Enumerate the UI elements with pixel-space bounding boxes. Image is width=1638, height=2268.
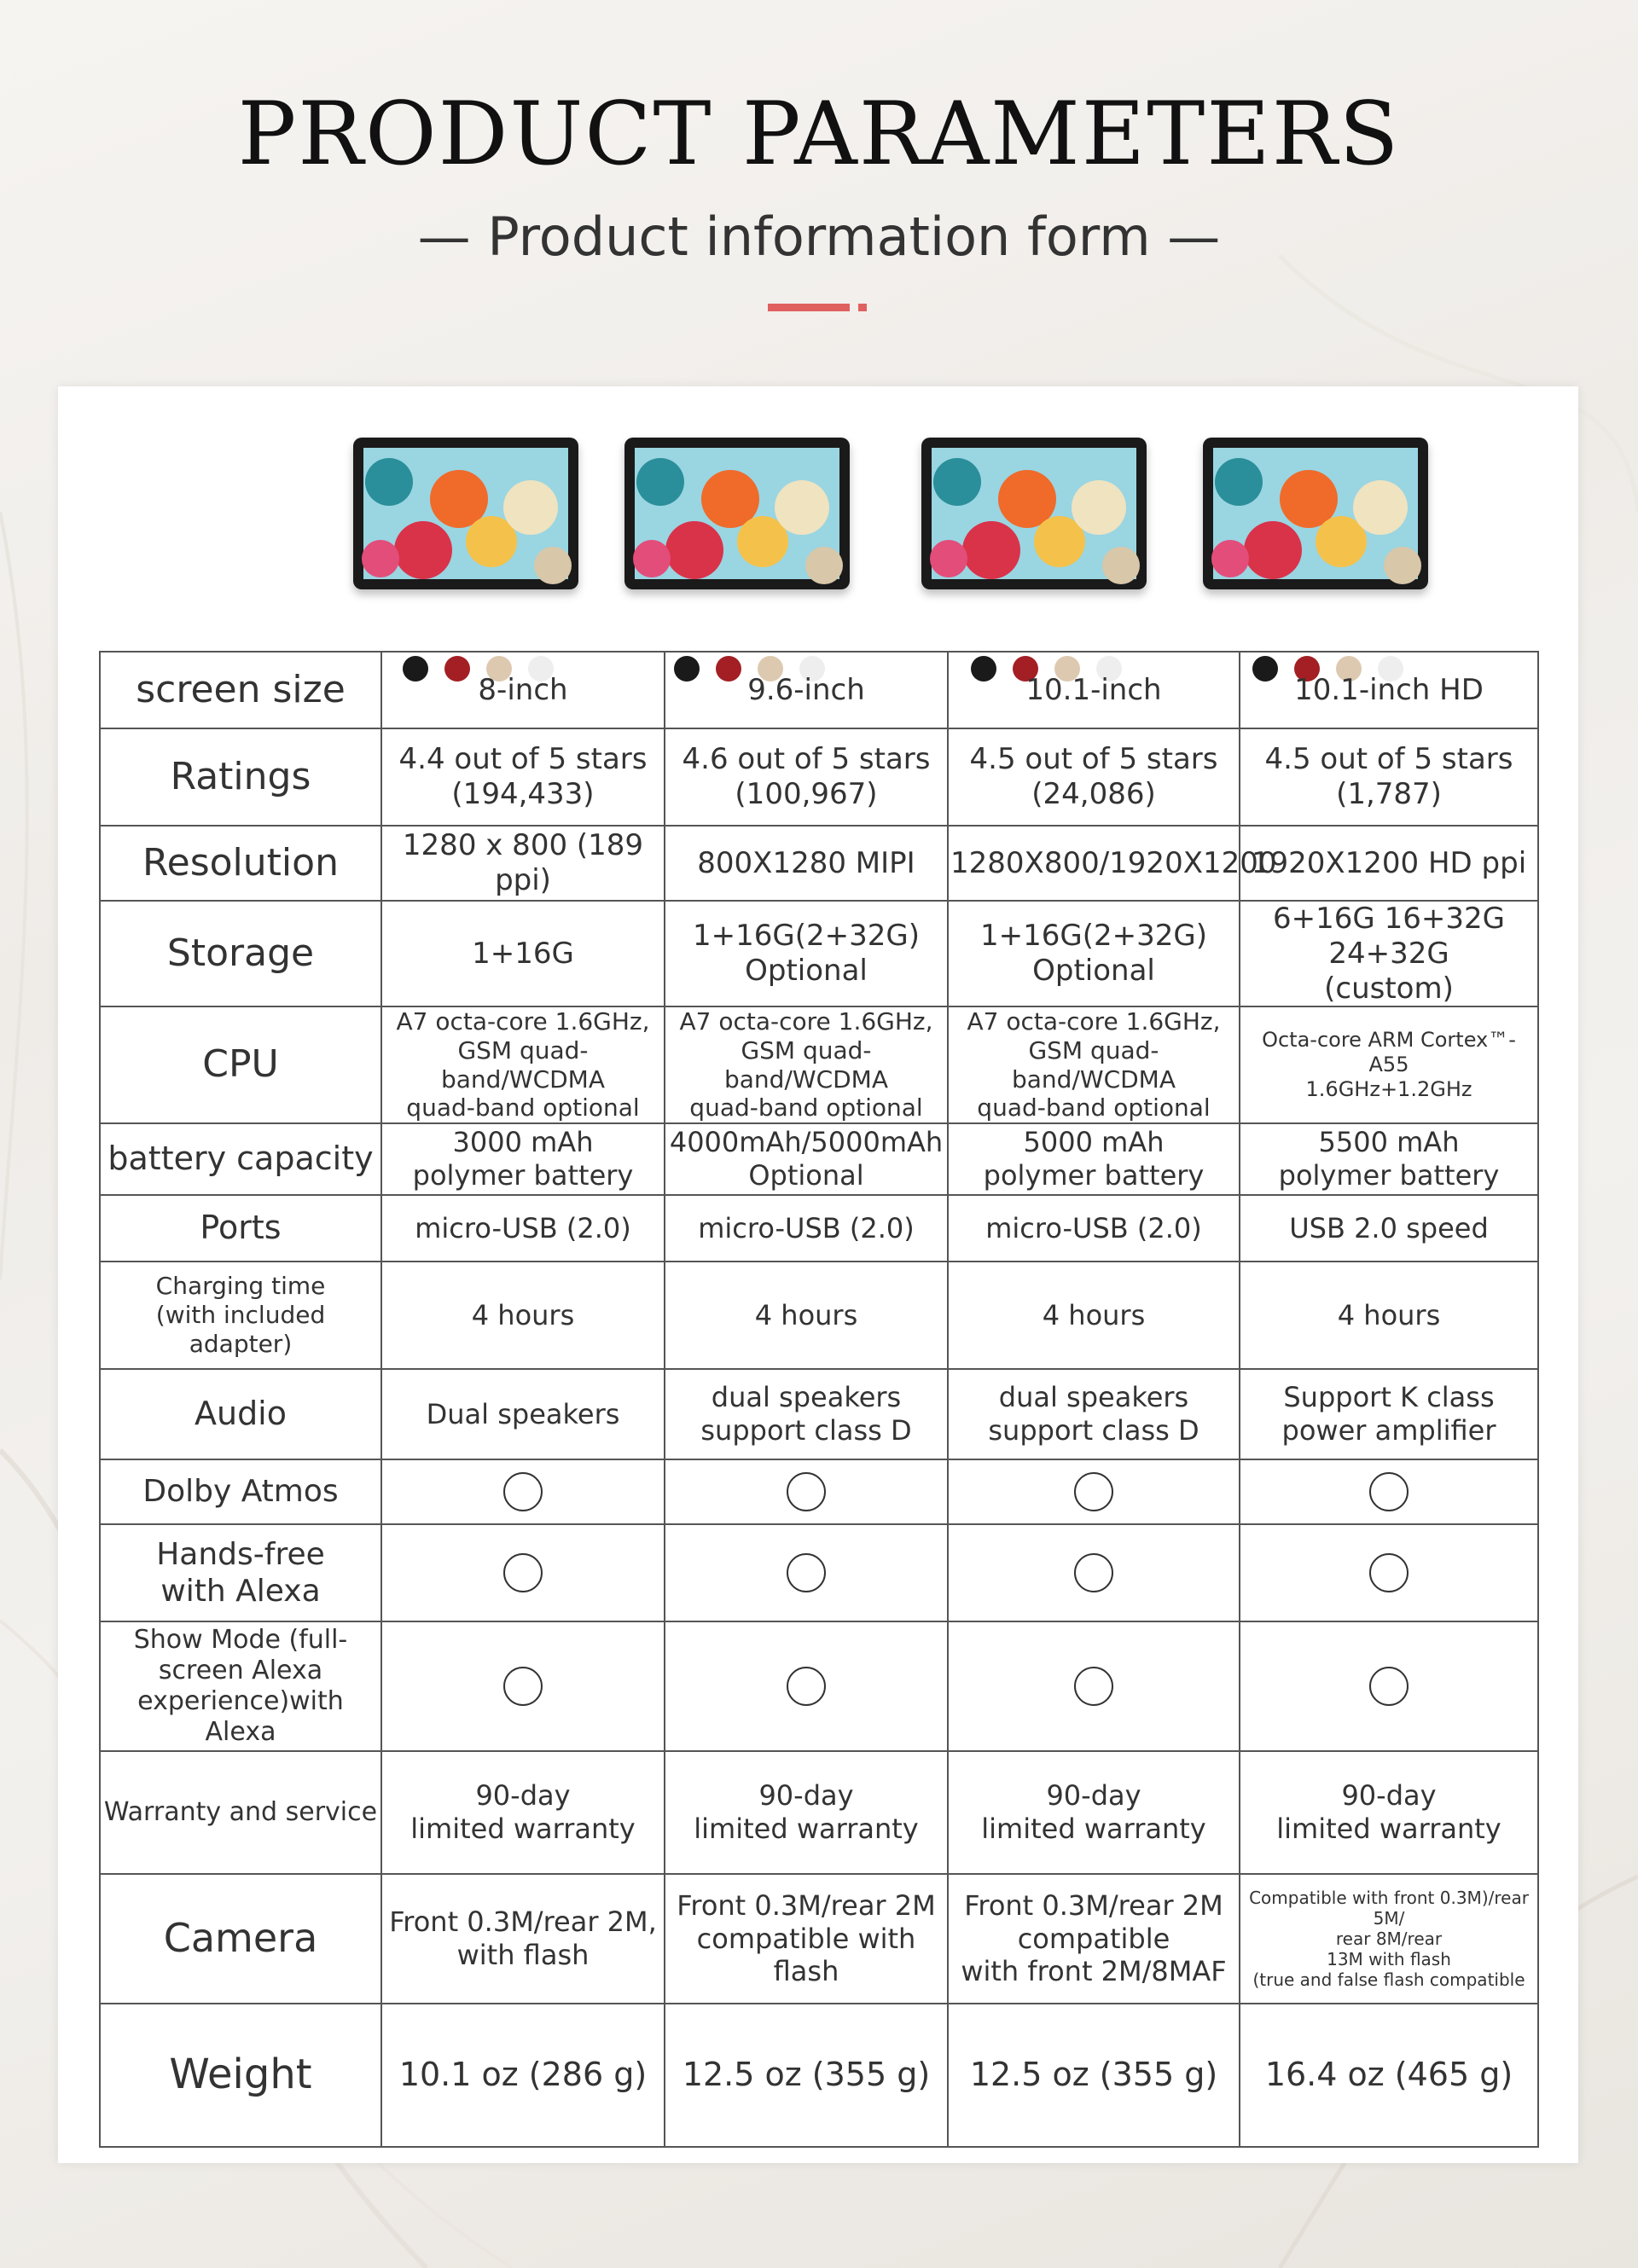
- table-cell: 90-day limited warranty: [948, 1751, 1240, 1874]
- table-cell: Front 0.3M/rear 2M compatible with front 2M/8MAF: [948, 1874, 1240, 2004]
- table-row: [100, 652, 1538, 728]
- table-cell: 1+16G(2+32G) Optional: [665, 901, 948, 1006]
- table-row: [100, 1621, 1538, 1751]
- table-cell: 9.6-inch: [665, 652, 948, 728]
- row-label: battery capacity: [100, 1123, 381, 1195]
- row-label: Dolby Atmos: [100, 1459, 381, 1524]
- feature-circle-icon: [787, 1553, 826, 1592]
- table-row: [100, 1751, 1538, 1874]
- table-cell: Dual speakers: [381, 1369, 665, 1459]
- table-row: [100, 1369, 1538, 1459]
- table-cell: 1280X800/1920X1200: [948, 826, 1240, 901]
- page-title: PRODUCT PARAMETERS: [237, 84, 1401, 185]
- feature-circle-icon: [1074, 1667, 1113, 1706]
- table-row: [100, 1123, 1538, 1195]
- table-cell: 10.1-inch: [948, 652, 1240, 728]
- table-row: [100, 1874, 1538, 2004]
- table-cell: A7 octa-core 1.6GHz, GSM quad-band/WCDMA quad-band optional: [381, 1006, 665, 1122]
- table-cell: 5500 mAh polymer battery: [1240, 1123, 1538, 1195]
- table-cell: 10.1 oz (286 g): [381, 2004, 665, 2147]
- row-label: Storage: [100, 901, 381, 1006]
- table-cell: 10.1-inch HD: [1240, 652, 1538, 728]
- table-cell: 4 hours: [665, 1262, 948, 1369]
- feature-circle-icon: [503, 1667, 543, 1706]
- row-label: CPU: [100, 1006, 381, 1122]
- table-cell: 4 hours: [1240, 1262, 1538, 1369]
- table-cell: Front 0.3M/rear 2M, with flash: [381, 1874, 665, 2004]
- table-cell: 4.5 out of 5 stars (24,086): [948, 728, 1240, 826]
- feature-circle-icon: [1369, 1553, 1409, 1592]
- table-cell: 1280 x 800 (189 ppi): [381, 826, 665, 901]
- table-cell: USB 2.0 speed: [1240, 1195, 1538, 1262]
- table-cell: [665, 1524, 948, 1621]
- table-cell: [948, 1621, 1240, 1751]
- table-cell: Support K class power amplifier: [1240, 1369, 1538, 1459]
- product-4: [1203, 438, 1428, 589]
- feature-circle-icon: [503, 1472, 543, 1511]
- table-cell: micro-USB (2.0): [381, 1195, 665, 1262]
- table-cell: 4 hours: [381, 1262, 665, 1369]
- table-cell: [665, 1621, 948, 1751]
- product-3: [921, 438, 1147, 589]
- table-cell: 8-inch: [381, 652, 665, 728]
- table-cell: 16.4 oz (465 g): [1240, 2004, 1538, 2147]
- table-row: [100, 1459, 1538, 1524]
- table-cell: [1240, 1459, 1538, 1524]
- table-cell: dual speakers support class D: [948, 1369, 1240, 1459]
- row-label: Show Mode (full- screen Alexa experience)with Alexa: [100, 1621, 381, 1751]
- table-cell: 4.5 out of 5 stars (1,787): [1240, 728, 1538, 826]
- table-cell: 1+16G(2+32G) Optional: [948, 901, 1240, 1006]
- feature-circle-icon: [1369, 1472, 1409, 1511]
- table-cell: dual speakers support class D: [665, 1369, 948, 1459]
- table-cell: 4000mAh/5000mAh Optional: [665, 1123, 948, 1195]
- table-cell: 90-day limited warranty: [381, 1751, 665, 1874]
- table-cell: 1+16G: [381, 901, 665, 1006]
- table-row: [100, 1195, 1538, 1262]
- table-cell: [948, 1524, 1240, 1621]
- feature-circle-icon: [1074, 1553, 1113, 1592]
- page-subtitle: — Product information form —: [417, 206, 1221, 268]
- table-cell: A7 octa-core 1.6GHz, GSM quad-band/WCDMA quad-band optional: [948, 1006, 1240, 1122]
- table-row: [100, 1262, 1538, 1369]
- table-cell: 4.6 out of 5 stars (100,967): [665, 728, 948, 826]
- table-cell: [381, 1459, 665, 1524]
- table-cell: [381, 1524, 665, 1621]
- table-cell: Compatible with front 0.3M)/rear 5M/ rear 8M/rear 13M with flash (true and false flash compatible: [1240, 1874, 1538, 2004]
- table-cell: [948, 1459, 1240, 1524]
- table-row: [100, 1524, 1538, 1621]
- table-cell: [1240, 1524, 1538, 1621]
- table-row: [100, 826, 1538, 901]
- product-1: [353, 438, 578, 589]
- row-label: Hands-free with Alexa: [100, 1524, 381, 1621]
- row-label: Ports: [100, 1195, 381, 1262]
- table-row: [100, 901, 1538, 1006]
- table-row: [100, 1006, 1538, 1122]
- table-cell: [1240, 1621, 1538, 1751]
- feature-circle-icon: [787, 1472, 826, 1511]
- row-label: screen size: [100, 652, 381, 728]
- table-cell: Front 0.3M/rear 2M compatible with flash: [665, 1874, 948, 2004]
- table-cell: 3000 mAh polymer battery: [381, 1123, 665, 1195]
- table-cell: 12.5 oz (355 g): [948, 2004, 1240, 2147]
- table-cell: 90-day limited warranty: [665, 1751, 948, 1874]
- table-cell: [665, 1459, 948, 1524]
- tablet-image: [624, 438, 850, 589]
- feature-circle-icon: [1369, 1667, 1409, 1706]
- table-cell: Octa-core ARM Cortex™-A55 1.6GHz+1.2GHz: [1240, 1006, 1538, 1122]
- table-cell: 800X1280 MIPI: [665, 826, 948, 901]
- feature-circle-icon: [503, 1553, 543, 1592]
- row-label: Camera: [100, 1874, 381, 2004]
- table-cell: 6+16G 16+32G 24+32G (custom): [1240, 901, 1538, 1006]
- product-images-row: [58, 386, 1578, 651]
- row-label: Charging time (with included adapter): [100, 1262, 381, 1369]
- product-2: [624, 438, 850, 589]
- table-cell: 4 hours: [948, 1262, 1240, 1369]
- tablet-image: [353, 438, 578, 589]
- table-cell: micro-USB (2.0): [948, 1195, 1240, 1262]
- table-row: [100, 2004, 1538, 2147]
- feature-circle-icon: [787, 1667, 826, 1706]
- row-label: Warranty and service: [100, 1751, 381, 1874]
- row-label: Weight: [100, 2004, 381, 2147]
- parameters-card: [58, 386, 1578, 2163]
- tablet-image: [1203, 438, 1428, 589]
- table-cell: 4.4 out of 5 stars (194,433): [381, 728, 665, 826]
- feature-circle-icon: [1074, 1472, 1113, 1511]
- table-cell: [381, 1621, 665, 1751]
- table-cell: 1920X1200 HD ppi: [1240, 826, 1538, 901]
- row-label: Ratings: [100, 728, 381, 826]
- table-row: [100, 728, 1538, 826]
- parameters-table: [99, 651, 1539, 2148]
- tablet-image: [921, 438, 1147, 589]
- table-cell: 5000 mAh polymer battery: [948, 1123, 1240, 1195]
- table-cell: 12.5 oz (355 g): [665, 2004, 948, 2147]
- table-cell: micro-USB (2.0): [665, 1195, 948, 1262]
- table-cell: 90-day limited warranty: [1240, 1751, 1538, 1874]
- row-label: Audio: [100, 1369, 381, 1459]
- table-cell: A7 octa-core 1.6GHz, GSM quad-band/WCDMA quad-band optional: [665, 1006, 948, 1122]
- row-label: Resolution: [100, 826, 381, 901]
